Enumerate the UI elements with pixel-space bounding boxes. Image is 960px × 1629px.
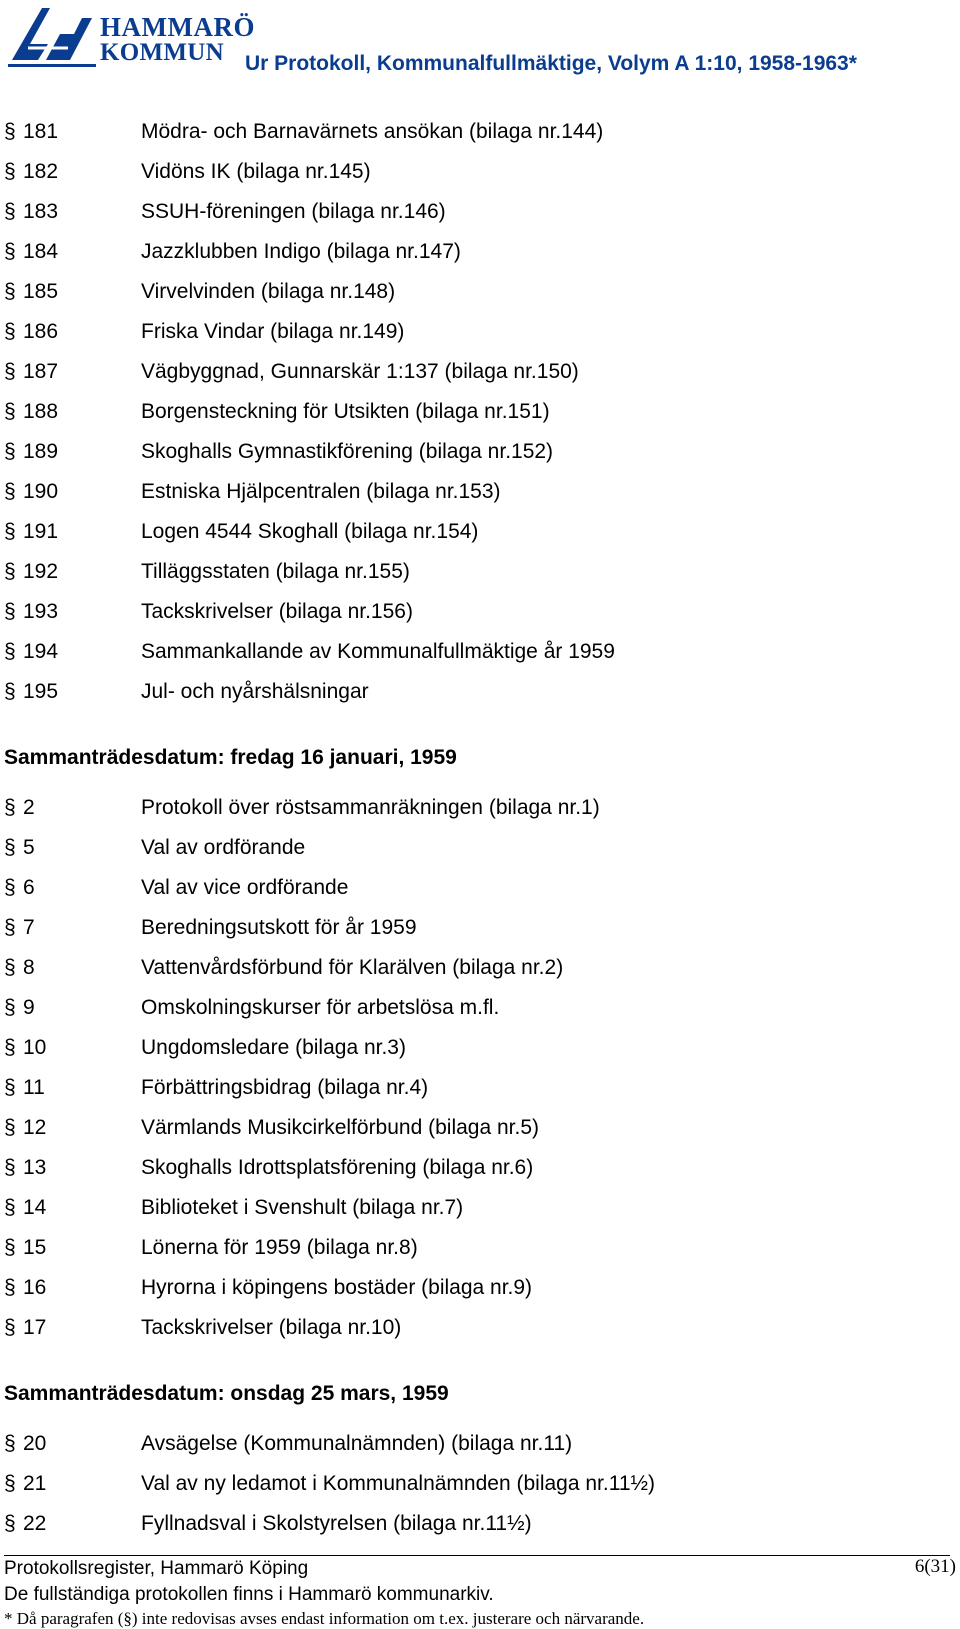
- paragraph-description: Omskolningskurser för arbetslösa m.fl.: [141, 996, 500, 1019]
- paragraph-row: [0, 632, 960, 672]
- paragraph-number: 187: [23, 360, 59, 383]
- paragraph-row: [0, 948, 960, 988]
- paragraph-description: Tackskrivelser (bilaga nr.10): [141, 1316, 402, 1339]
- section-symbol: §: [4, 120, 16, 143]
- section-symbol: §: [4, 680, 16, 703]
- paragraph-description: Jul- och nyårshälsningar: [141, 680, 369, 703]
- paragraph-number: 8: [23, 956, 35, 979]
- section-symbol: §: [4, 440, 16, 463]
- paragraph-number: 191: [23, 520, 59, 543]
- paragraph-description: Tackskrivelser (bilaga nr.156): [141, 600, 413, 623]
- paragraph-description: Logen 4544 Skoghall (bilaga nr.154): [141, 520, 479, 543]
- paragraph-row: [0, 1148, 960, 1188]
- paragraph-number: 15: [23, 1236, 47, 1259]
- paragraph-number: 16: [23, 1276, 47, 1299]
- paragraph-number: 21: [23, 1472, 47, 1495]
- paragraph-row: [0, 392, 960, 432]
- paragraph-number: 22: [23, 1512, 47, 1535]
- section-symbol: §: [4, 480, 16, 503]
- paragraph-number: 189: [23, 440, 59, 463]
- paragraph-row: [0, 312, 960, 352]
- paragraph-description: Sammankallande av Kommunalfullmäktige år 1959: [141, 640, 615, 663]
- paragraph-number: 193: [23, 600, 59, 623]
- protocol-register: [0, 112, 960, 1544]
- logo-line-1: HAMMARÖ: [100, 12, 255, 42]
- paragraph-description: Estniska Hjälpcentralen (bilaga nr.153): [141, 480, 501, 503]
- paragraph-number: 183: [23, 200, 59, 223]
- document-title: Ur Protokoll, Kommunalfullmäktige, Volym A 1:10, 1958-1963*: [245, 52, 857, 75]
- paragraph-description: Mödra- och Barnavärnets ansökan (bilaga nr.144): [141, 120, 604, 143]
- footer-register-name: Protokollsregister, Hammarö Köping: [4, 1558, 309, 1579]
- section-symbol: §: [4, 520, 16, 543]
- paragraph-row: [0, 1188, 960, 1228]
- section-symbol: §: [4, 1236, 16, 1259]
- paragraph-description: Vägbyggnad, Gunnarskär 1:137 (bilaga nr.150): [141, 360, 579, 383]
- section-symbol: §: [4, 1472, 16, 1495]
- paragraph-number: 20: [23, 1432, 47, 1455]
- section-symbol: §: [4, 876, 16, 899]
- section-symbol: §: [4, 796, 16, 819]
- paragraph-row: [0, 788, 960, 828]
- section-symbol: §: [4, 600, 16, 623]
- section-symbol: §: [4, 200, 16, 223]
- meeting-date-heading-2: Sammanträdesdatum: onsdag 25 mars, 1959: [4, 1382, 449, 1405]
- paragraph-row: [0, 1504, 960, 1544]
- section-symbol: §: [4, 640, 16, 663]
- paragraph-number: 186: [23, 320, 59, 343]
- paragraph-row: [0, 272, 960, 312]
- paragraph-list-2: [0, 788, 960, 1348]
- section-symbol: §: [4, 1036, 16, 1059]
- paragraph-number: 12: [23, 1116, 47, 1139]
- footer-divider: [4, 1555, 950, 1556]
- section-symbol: §: [4, 916, 16, 939]
- paragraph-row: [0, 672, 960, 712]
- paragraph-description: Borgensteckning för Utsikten (bilaga nr.151): [141, 400, 550, 423]
- section-symbol: §: [4, 1076, 16, 1099]
- page-number: 6(31): [914, 1556, 956, 1577]
- paragraph-description: Skoghalls Gymnastikförening (bilaga nr.152): [141, 440, 554, 463]
- paragraph-number: 9: [23, 996, 35, 1019]
- paragraph-row: [0, 112, 960, 152]
- paragraph-row: [0, 908, 960, 948]
- paragraph-row: [0, 868, 960, 908]
- paragraph-description: Beredningsutskott för år 1959: [141, 916, 417, 939]
- logo-wordmark: [100, 14, 255, 66]
- paragraph-description: Biblioteket i Svenshult (bilaga nr.7): [141, 1196, 464, 1219]
- paragraph-row: [0, 1068, 960, 1108]
- paragraph-description: Avsägelse (Kommunalnämnden) (bilaga nr.11): [141, 1432, 573, 1455]
- paragraph-row: [0, 988, 960, 1028]
- page-footer: [0, 1555, 960, 1629]
- paragraph-description: Protokoll över röstsammanräkningen (bilaga nr.1): [141, 796, 600, 819]
- meeting-date-heading-1: Sammanträdesdatum: fredag 16 januari, 1959: [4, 746, 457, 769]
- paragraph-row: [0, 512, 960, 552]
- section-symbol: §: [4, 400, 16, 423]
- paragraph-number: 181: [23, 120, 59, 143]
- paragraph-description: Val av ny ledamot i Kommunalnämnden (bilaga nr.11½): [141, 1472, 656, 1495]
- paragraph-row: [0, 192, 960, 232]
- section-symbol: §: [4, 1156, 16, 1179]
- footer-archive-note: De fullständiga protokollen finns i Hammarö kommunarkiv.: [4, 1584, 494, 1605]
- section-symbol: §: [4, 1432, 16, 1455]
- paragraph-description: Vidöns IK (bilaga nr.145): [141, 160, 371, 183]
- paragraph-description: Värmlands Musikcirkelförbund (bilaga nr.5): [141, 1116, 540, 1139]
- paragraph-description: Jazzklubben Indigo (bilaga nr.147): [141, 240, 461, 263]
- paragraph-list-3: [0, 1424, 960, 1544]
- paragraph-number: 188: [23, 400, 59, 423]
- logo-line-2: KOMMUN: [100, 39, 224, 66]
- paragraph-description: Val av vice ordförande: [141, 876, 349, 899]
- section-symbol: §: [4, 956, 16, 979]
- paragraph-row: [0, 1028, 960, 1068]
- paragraph-number: 192: [23, 560, 59, 583]
- paragraph-number: 13: [23, 1156, 47, 1179]
- paragraph-number: 182: [23, 160, 59, 183]
- paragraph-description: Skoghalls Idrottsplatsförening (bilaga nr.6): [141, 1156, 534, 1179]
- paragraph-description: SSUH-föreningen (bilaga nr.146): [141, 200, 446, 223]
- paragraph-description: Förbättringsbidrag (bilaga nr.4): [141, 1076, 429, 1099]
- section-symbol: §: [4, 320, 16, 343]
- paragraph-description: Hyrorna i köpingens bostäder (bilaga nr.9): [141, 1276, 533, 1299]
- municipality-logo: [8, 4, 255, 70]
- section-symbol: §: [4, 1316, 16, 1339]
- paragraph-number: 184: [23, 240, 59, 263]
- section-symbol: §: [4, 360, 16, 383]
- paragraph-row: [0, 432, 960, 472]
- paragraph-row: [0, 352, 960, 392]
- footer-asterisk-note: * Då paragrafen (§) inte redovisas avses endast information om t.ex. justerare och närvarande.: [4, 1609, 645, 1628]
- paragraph-row: [0, 232, 960, 272]
- section-symbol: §: [4, 1512, 16, 1535]
- section-symbol: §: [4, 280, 16, 303]
- hammaro-logo-icon: [8, 4, 98, 68]
- paragraph-description: Lönerna för 1959 (bilaga nr.8): [141, 1236, 418, 1259]
- section-symbol: §: [4, 160, 16, 183]
- section-symbol: §: [4, 240, 16, 263]
- paragraph-number: 14: [23, 1196, 47, 1219]
- paragraph-number: 10: [23, 1036, 47, 1059]
- paragraph-description: Tilläggsstaten (bilaga nr.155): [141, 560, 410, 583]
- paragraph-description: Ungdomsledare (bilaga nr.3): [141, 1036, 406, 1059]
- paragraph-row: [0, 152, 960, 192]
- section-symbol: §: [4, 1116, 16, 1139]
- paragraph-list-1: [0, 112, 960, 712]
- paragraph-row: [0, 1308, 960, 1348]
- paragraph-number: 195: [23, 680, 59, 703]
- paragraph-number: 5: [23, 836, 35, 859]
- paragraph-row: [0, 1108, 960, 1148]
- paragraph-number: 190: [23, 480, 59, 503]
- paragraph-number: 11: [23, 1076, 45, 1099]
- paragraph-number: 6: [23, 876, 35, 899]
- paragraph-row: [0, 552, 960, 592]
- section-symbol: §: [4, 836, 16, 859]
- paragraph-description: Vattenvårdsförbund för Klarälven (bilaga nr.2): [141, 956, 564, 979]
- paragraph-row: [0, 828, 960, 868]
- paragraph-description: Virvelvinden (bilaga nr.148): [141, 280, 396, 303]
- paragraph-row: [0, 592, 960, 632]
- paragraph-number: 194: [23, 640, 59, 663]
- page-header: [0, 0, 960, 90]
- paragraph-description: Val av ordförande: [141, 836, 306, 859]
- paragraph-number: 2: [23, 796, 35, 819]
- section-symbol: §: [4, 560, 16, 583]
- paragraph-number: 7: [23, 916, 35, 939]
- paragraph-number: 185: [23, 280, 59, 303]
- paragraph-description: Fyllnadsval i Skolstyrelsen (bilaga nr.11½): [141, 1512, 532, 1535]
- paragraph-row: [0, 1464, 960, 1504]
- paragraph-number: 17: [23, 1316, 47, 1339]
- section-symbol: §: [4, 996, 16, 1019]
- paragraph-row: [0, 1268, 960, 1308]
- section-symbol: §: [4, 1276, 16, 1299]
- section-symbol: §: [4, 1196, 16, 1219]
- paragraph-row: [0, 1424, 960, 1464]
- paragraph-description: Friska Vindar (bilaga nr.149): [141, 320, 405, 343]
- paragraph-row: [0, 472, 960, 512]
- paragraph-row: [0, 1228, 960, 1268]
